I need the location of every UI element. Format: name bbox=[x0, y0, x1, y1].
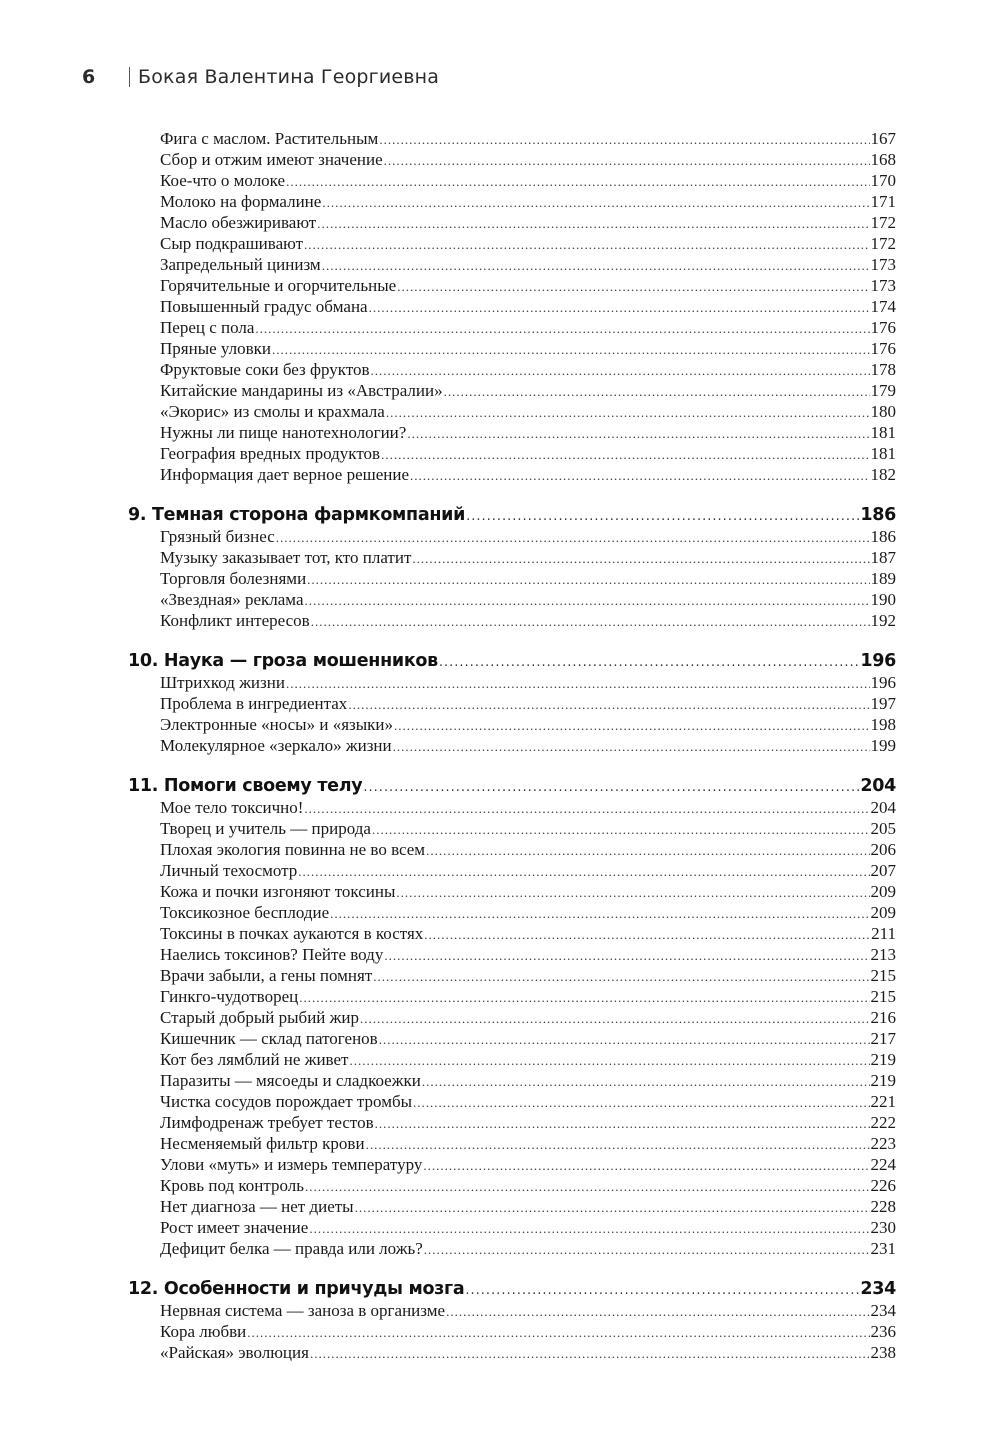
toc-entry bbox=[128, 610, 896, 631]
toc-entry bbox=[128, 1175, 896, 1196]
dot-leader bbox=[372, 819, 870, 839]
entry-title: Паразиты — мясоеды и сладкоежки bbox=[160, 1071, 421, 1090]
dot-leader bbox=[466, 506, 859, 526]
entry-title: Плохая экология повинна не во всем bbox=[160, 840, 426, 859]
entry-title: Масло обезжиривают bbox=[160, 213, 317, 232]
dot-leader bbox=[349, 1050, 869, 1070]
dot-leader bbox=[355, 1197, 870, 1217]
toc-entry bbox=[128, 338, 896, 359]
dot-leader bbox=[304, 798, 869, 818]
table-of-contents bbox=[128, 128, 896, 1363]
toc-entry bbox=[128, 860, 896, 881]
dot-leader bbox=[384, 945, 869, 965]
entry-page-number: 176 bbox=[870, 318, 896, 337]
dot-leader bbox=[379, 1029, 870, 1049]
toc-section bbox=[128, 650, 896, 756]
toc-section bbox=[128, 775, 896, 1259]
entry-page-number: 221 bbox=[870, 1092, 896, 1111]
toc-entry bbox=[128, 923, 896, 944]
entry-page-number: 168 bbox=[870, 150, 896, 169]
toc-entry bbox=[128, 818, 896, 839]
entry-title: Пряные уловки bbox=[160, 339, 272, 358]
dot-leader bbox=[309, 1218, 869, 1238]
entry-title: Несменяемый фильтр крови bbox=[160, 1134, 365, 1153]
dot-leader bbox=[375, 1113, 870, 1133]
toc-entry bbox=[128, 317, 896, 338]
toc-entry bbox=[128, 965, 896, 986]
toc-entry bbox=[128, 1133, 896, 1154]
toc-entry bbox=[128, 944, 896, 965]
dot-leader bbox=[360, 1008, 870, 1028]
entry-page-number: 167 bbox=[870, 129, 896, 148]
chapter-title: 10. Наука — гроза мошенников bbox=[128, 651, 438, 671]
entry-page-number: 186 bbox=[870, 527, 896, 546]
toc-section bbox=[128, 1278, 896, 1363]
entry-title: Улови «муть» и измерь температуру bbox=[160, 1155, 423, 1174]
entry-page-number: 213 bbox=[870, 945, 896, 964]
chapter-title: 12. Особенности и причуды мозга bbox=[128, 1279, 465, 1299]
toc-entry bbox=[128, 359, 896, 380]
dot-leader bbox=[386, 402, 870, 422]
dot-leader bbox=[446, 1301, 869, 1321]
chapter-title: 11. Помоги своему телу bbox=[128, 776, 363, 796]
dot-leader bbox=[379, 129, 869, 149]
entry-title: Сыр подкрашивают bbox=[160, 234, 304, 253]
dot-leader bbox=[330, 903, 869, 923]
entry-title: Старый добрый рыбий жир bbox=[160, 1008, 359, 1027]
toc-entry bbox=[128, 839, 896, 860]
dot-leader bbox=[412, 548, 869, 568]
entry-page-number: 174 bbox=[870, 297, 896, 316]
entry-title: «Звездная» реклама bbox=[160, 590, 304, 609]
entry-page-number: 215 bbox=[870, 987, 896, 1006]
toc-entry bbox=[128, 128, 896, 149]
chapter-page-number: 186 bbox=[860, 505, 896, 525]
entry-title: Проблема в ингредиентах bbox=[160, 694, 348, 713]
entry-title: Молекулярное «зеркало» жизни bbox=[160, 736, 392, 755]
entry-page-number: 173 bbox=[870, 255, 896, 274]
entry-title: География вредных продуктов bbox=[160, 444, 381, 463]
dot-leader bbox=[299, 987, 869, 1007]
dot-leader bbox=[422, 1071, 870, 1091]
toc-entry bbox=[128, 464, 896, 485]
entry-title: Фруктовые соки без фруктов bbox=[160, 360, 370, 379]
entry-title: Молоко на формалине bbox=[160, 192, 322, 211]
entry-page-number: 192 bbox=[870, 611, 896, 630]
entry-title: Кора любви bbox=[160, 1322, 247, 1341]
entry-page-number: 172 bbox=[870, 213, 896, 232]
entry-page-number: 198 bbox=[870, 715, 896, 734]
dot-leader bbox=[371, 360, 870, 380]
chapter-page-number: 196 bbox=[860, 651, 896, 671]
toc-entry bbox=[128, 526, 896, 547]
toc-entry bbox=[128, 735, 896, 756]
entry-page-number: 206 bbox=[870, 840, 896, 859]
entry-page-number: 217 bbox=[870, 1029, 896, 1048]
dot-leader bbox=[304, 234, 869, 254]
entry-title: Музыку заказывает тот, кто платит bbox=[160, 548, 412, 567]
dot-leader bbox=[348, 694, 869, 714]
dot-leader bbox=[272, 339, 869, 359]
dot-leader bbox=[298, 861, 869, 881]
dot-leader bbox=[465, 1280, 859, 1300]
toc-entry bbox=[128, 1342, 896, 1363]
entry-title: Повышенный градус обмана bbox=[160, 297, 368, 316]
entry-page-number: 196 bbox=[870, 673, 896, 692]
author-name: Бокая Валентина Георгиевна bbox=[138, 66, 440, 88]
toc-entry bbox=[128, 672, 896, 693]
dot-leader bbox=[322, 255, 870, 275]
dot-leader bbox=[317, 213, 869, 233]
entry-title: Фига с маслом. Растительным bbox=[160, 129, 379, 148]
entry-page-number: 216 bbox=[870, 1008, 896, 1027]
toc-entry bbox=[128, 986, 896, 1007]
entry-title: Горячительные и огорчительные bbox=[160, 276, 397, 295]
entry-title: Штрихкод жизни bbox=[160, 673, 285, 692]
toc-entry bbox=[128, 233, 896, 254]
chapter-page-number: 234 bbox=[860, 1279, 896, 1299]
toc-entry bbox=[128, 797, 896, 818]
entry-page-number: 224 bbox=[870, 1155, 896, 1174]
page-number: 6 bbox=[82, 66, 96, 88]
dot-leader bbox=[410, 465, 870, 485]
entry-title: Перец с пола bbox=[160, 318, 255, 337]
toc-entry bbox=[128, 170, 896, 191]
dot-leader bbox=[311, 611, 870, 631]
entry-title: Личный техосмотр bbox=[160, 861, 298, 880]
entry-page-number: 178 bbox=[870, 360, 896, 379]
toc-entry bbox=[128, 1238, 896, 1259]
dot-leader bbox=[393, 736, 870, 756]
entry-page-number: 187 bbox=[870, 548, 896, 567]
toc-entry bbox=[128, 589, 896, 610]
running-header bbox=[82, 62, 439, 92]
entry-title: Гинкго-чудотворец bbox=[160, 987, 299, 1006]
entry-title: Токсины в почках аукаются в костях bbox=[160, 924, 424, 943]
toc-chapter-entry bbox=[128, 1278, 896, 1300]
toc-entry bbox=[128, 714, 896, 735]
entry-title: Мое тело токсично! bbox=[160, 798, 304, 817]
entry-title: Кожа и почки изгоняют токсины bbox=[160, 882, 396, 901]
entry-title: Конфликт интересов bbox=[160, 611, 310, 630]
entry-title: Творец и учитель — природа bbox=[160, 819, 371, 838]
entry-title: Грязный бизнес bbox=[160, 527, 275, 546]
entry-page-number: 182 bbox=[870, 465, 896, 484]
dot-leader bbox=[444, 381, 870, 401]
entry-page-number: 215 bbox=[870, 966, 896, 985]
toc-entry bbox=[128, 1321, 896, 1342]
chapter-page-number: 204 bbox=[860, 776, 896, 796]
dot-leader bbox=[407, 423, 869, 443]
toc-entry bbox=[128, 881, 896, 902]
entry-page-number: 219 bbox=[870, 1071, 896, 1090]
dot-leader bbox=[394, 715, 869, 735]
entry-title: «Райская» эволюция bbox=[160, 1343, 309, 1362]
entry-page-number: 223 bbox=[870, 1134, 896, 1153]
entry-page-number: 234 bbox=[870, 1301, 896, 1320]
entry-title: Кишечник — склад патогенов bbox=[160, 1029, 378, 1048]
dot-leader bbox=[413, 1092, 869, 1112]
entry-title: Сбор и отжим имеют значение bbox=[160, 150, 383, 169]
entry-page-number: 172 bbox=[870, 234, 896, 253]
entry-page-number: 205 bbox=[870, 819, 896, 838]
entry-title: Лимфодренаж требует тестов bbox=[160, 1113, 374, 1132]
toc-entry bbox=[128, 422, 896, 443]
entry-title: Информация дает верное решение bbox=[160, 465, 409, 484]
chapter-title: 9. Темная сторона фармкомпаний bbox=[128, 505, 466, 525]
entry-page-number: 199 bbox=[870, 736, 896, 755]
toc-chapter-entry bbox=[128, 650, 896, 672]
toc-entry bbox=[128, 296, 896, 317]
dot-leader bbox=[307, 569, 869, 589]
entry-page-number: 238 bbox=[870, 1343, 896, 1362]
toc-section bbox=[128, 128, 896, 485]
toc-entry bbox=[128, 149, 896, 170]
entry-title: Электронные «носы» и «языки» bbox=[160, 715, 394, 734]
entry-page-number: 173 bbox=[870, 276, 896, 295]
entry-page-number: 211 bbox=[871, 924, 896, 943]
dot-leader bbox=[276, 527, 870, 547]
toc-entry bbox=[128, 1300, 896, 1321]
entry-title: Дефицит белка — правда или ложь? bbox=[160, 1239, 423, 1258]
toc-entry bbox=[128, 1091, 896, 1112]
toc-entry bbox=[128, 401, 896, 422]
dot-leader bbox=[384, 150, 870, 170]
entry-page-number: 209 bbox=[870, 882, 896, 901]
toc-entry bbox=[128, 902, 896, 923]
entry-title: Токсикозное бесплодие bbox=[160, 903, 330, 922]
entry-page-number: 176 bbox=[870, 339, 896, 358]
entry-page-number: 181 bbox=[870, 423, 896, 442]
entry-page-number: 197 bbox=[870, 694, 896, 713]
dot-leader bbox=[255, 318, 869, 338]
toc-entry bbox=[128, 212, 896, 233]
dot-leader bbox=[397, 276, 869, 296]
entry-page-number: 207 bbox=[870, 861, 896, 880]
entry-page-number: 222 bbox=[870, 1113, 896, 1132]
dot-leader bbox=[423, 1155, 869, 1175]
entry-title: Нет диагноза — нет диеты bbox=[160, 1197, 354, 1216]
entry-page-number: 228 bbox=[870, 1197, 896, 1216]
dot-leader bbox=[373, 966, 869, 986]
entry-title: Чистка сосудов порождает тромбы bbox=[160, 1092, 413, 1111]
dot-leader bbox=[305, 1176, 869, 1196]
entry-page-number: 189 bbox=[870, 569, 896, 588]
dot-leader bbox=[322, 192, 869, 212]
toc-entry bbox=[128, 254, 896, 275]
entry-title: «Экорис» из смолы и крахмала bbox=[160, 402, 385, 421]
toc-entry bbox=[128, 443, 896, 464]
dot-leader bbox=[305, 590, 870, 610]
toc-chapter-entry bbox=[128, 504, 896, 526]
toc-entry bbox=[128, 1049, 896, 1070]
entry-title: Врачи забыли, а гены помнят bbox=[160, 966, 373, 985]
dot-leader bbox=[381, 444, 869, 464]
entry-title: Наелись токсинов? Пейте воду bbox=[160, 945, 384, 964]
toc-entry bbox=[128, 693, 896, 714]
dot-leader bbox=[369, 297, 870, 317]
toc-chapter-entry bbox=[128, 775, 896, 797]
entry-title: Нервная система — заноза в организме bbox=[160, 1301, 446, 1320]
dot-leader bbox=[247, 1322, 869, 1342]
toc-entry bbox=[128, 1028, 896, 1049]
dot-leader bbox=[366, 1134, 870, 1154]
dot-leader bbox=[424, 924, 870, 944]
entry-page-number: 236 bbox=[870, 1322, 896, 1341]
toc-entry bbox=[128, 1196, 896, 1217]
toc-entry bbox=[128, 568, 896, 589]
toc-entry bbox=[128, 275, 896, 296]
entry-page-number: 170 bbox=[870, 171, 896, 190]
toc-entry bbox=[128, 547, 896, 568]
toc-entry bbox=[128, 1154, 896, 1175]
dot-leader bbox=[426, 840, 869, 860]
entry-page-number: 179 bbox=[870, 381, 896, 400]
entry-page-number: 226 bbox=[870, 1176, 896, 1195]
dot-leader bbox=[396, 882, 869, 902]
entry-title: Китайские мандарины из «Австралии» bbox=[160, 381, 443, 400]
toc-entry bbox=[128, 191, 896, 212]
toc-entry bbox=[128, 1217, 896, 1238]
entry-title: Запредельный цинизм bbox=[160, 255, 321, 274]
entry-title: Рост имеет значение bbox=[160, 1218, 309, 1237]
dot-leader bbox=[424, 1239, 870, 1259]
dot-leader bbox=[286, 673, 870, 693]
dot-leader bbox=[363, 777, 859, 797]
dot-leader bbox=[439, 652, 859, 672]
entry-title: Кое-что о молоке bbox=[160, 171, 286, 190]
toc-section bbox=[128, 504, 896, 631]
entry-page-number: 231 bbox=[870, 1239, 896, 1258]
entry-page-number: 219 bbox=[870, 1050, 896, 1069]
entry-page-number: 209 bbox=[870, 903, 896, 922]
toc-entry bbox=[128, 1007, 896, 1028]
dot-leader bbox=[310, 1343, 870, 1363]
toc-entry bbox=[128, 1112, 896, 1133]
header-divider bbox=[129, 67, 130, 87]
entry-page-number: 230 bbox=[870, 1218, 896, 1237]
entry-page-number: 190 bbox=[870, 590, 896, 609]
entry-page-number: 171 bbox=[870, 192, 896, 211]
entry-page-number: 181 bbox=[870, 444, 896, 463]
entry-page-number: 204 bbox=[870, 798, 896, 817]
toc-entry bbox=[128, 1070, 896, 1091]
entry-title: Кот без лямблий не живет bbox=[160, 1050, 349, 1069]
entry-title: Торговля болезнями bbox=[160, 569, 307, 588]
entry-title: Кровь под контроль bbox=[160, 1176, 305, 1195]
toc-entry bbox=[128, 380, 896, 401]
entry-page-number: 180 bbox=[870, 402, 896, 421]
entry-title: Нужны ли пище нанотехнологии? bbox=[160, 423, 407, 442]
dot-leader bbox=[286, 171, 869, 191]
